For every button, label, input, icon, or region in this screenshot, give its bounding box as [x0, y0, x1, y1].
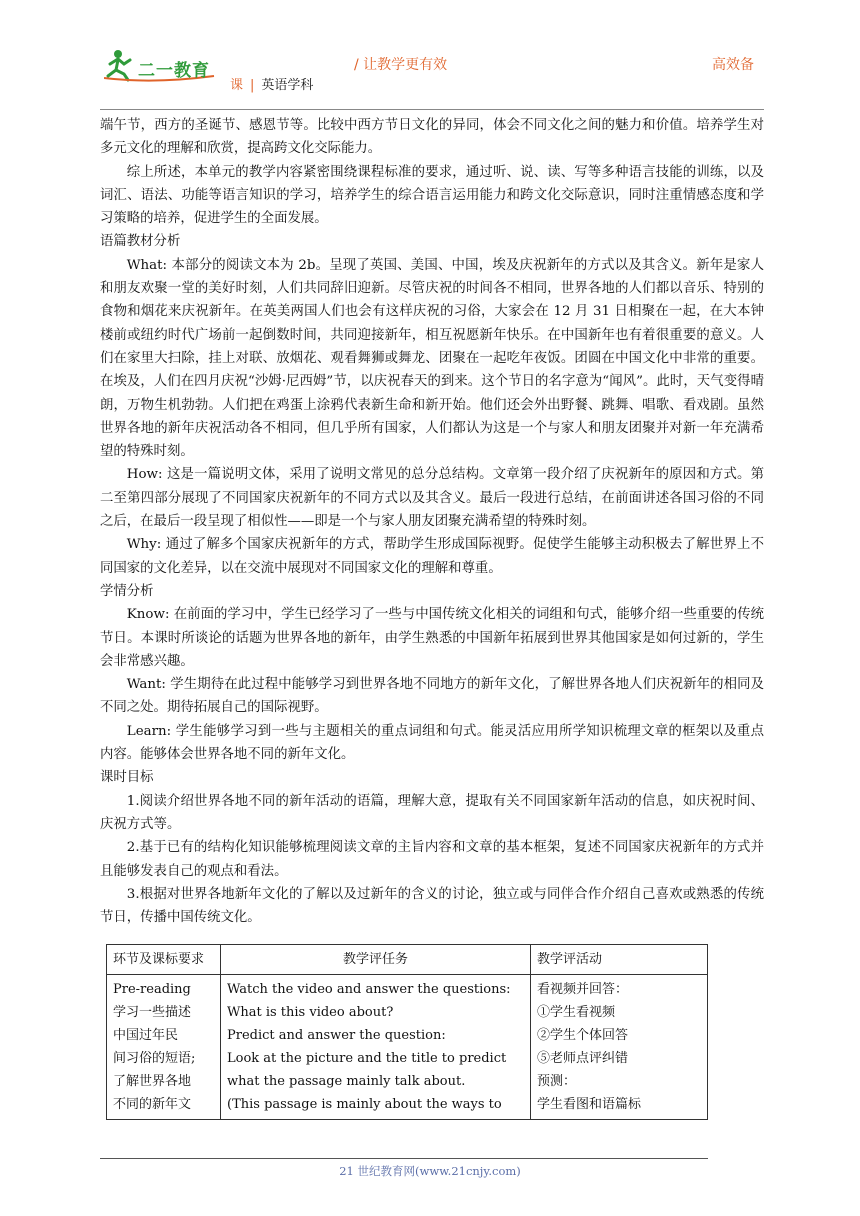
table-cell-activity — [531, 975, 708, 1120]
cell-line: ⑤老师点评纠错 — [537, 1051, 629, 1066]
header-divider — [100, 109, 764, 110]
section-heading: 语篇教材分析 — [100, 234, 181, 250]
paragraph: Know: 在前面的学习中，学生已经学习了一些与中国传统文化相关的词组和句式，能够介绍一些重要的传统节日。本课时所谈论的话题为世界各地的新年，由学生熟悉的中国新年拓展到世界其他国家是如何过新的，学生会非常感兴趣。 — [100, 607, 764, 669]
cell-line: 间习俗的短语; — [113, 1051, 196, 1066]
footer-divider — [100, 1158, 708, 1159]
table-header-cell: 教学评活动 — [531, 945, 708, 975]
paragraph: 2.基于已有的结构化知识能够梳理阅读文章的主旨内容和文章的基本框架，复述不同国家庆祝新年的方式并且能够发表自己的观点和看法。 — [100, 840, 764, 879]
table-cell-task — [221, 975, 531, 1120]
section-heading: 学情分析 — [100, 583, 154, 599]
cell-line: (This passage is mainly about the ways to — [227, 1097, 502, 1112]
header-slogan: / 让教学更有效 — [354, 57, 448, 73]
subject-separator: | — [250, 78, 255, 93]
cell-line: Predict and answer the question: — [227, 1028, 446, 1043]
cell-line: 了解世界各地 — [113, 1074, 192, 1089]
header-subject — [230, 74, 313, 93]
table-cell-stage — [107, 975, 221, 1120]
paragraph: What: 本部分的阅读文本为 2b。呈现了英国、美国、中国，埃及庆祝新年的方式以及其含义。新年是家人和朋友欢聚一堂的美好时刻，人们共同辞旧迎新。尽管庆祝的时间各不相同，世界各地的人们都以音乐、特别的食物和烟花来庆祝新年。在英美两国人们也会有这样庆祝的习俗，大家会在 12 月 31 日相聚在一起，在大本钟楼前或纽约时代广场前一起倒数时间，共同迎接新年，相互祝愿新年快乐。在中国新年也有着很重要的意义。人们在家里大扫除，挂上对联、放烟花、观看舞狮或舞龙、团聚在一起吃年夜饭。团圆在中国文化中非常的重要。在埃及，人们在四月庆祝“沙姆·尼西姆”节，以庆祝春天的到来。这个节日的名字意为“闻风”。此时，天气变得晴朗，万物生机勃勃。人们把在鸡蛋上涂鸦代表新生命和新开始。他们还会外出野餐、跳舞、唱歌、看戏剧。虽然世界各地的新年庆祝活动各不相同，但几乎所有国家，人们都认为这是一个与家人和朋友团聚并对新一年充满希望的特殊时刻。 — [100, 257, 764, 460]
paragraph: How: 这是一篇说明文体，采用了说明文常见的总分总结构。文章第一段介绍了庆祝新年的原因和方式。第二至第四部分展现了不同国家庆祝新年的不同方式以及其含义。最后一段进行总结，在前面讲述各国习俗的不同之后，在最后一段呈现了相似性——即是一个与家人朋友团聚充满希望的特殊时刻。 — [100, 467, 764, 530]
cell-line: ②学生个体回答 — [537, 1028, 629, 1043]
subject-name: 英语学科 — [261, 78, 314, 93]
cell-line: What is this video about? — [227, 1005, 394, 1020]
lesson-table — [106, 944, 708, 1120]
section-heading: 课时目标 — [100, 770, 154, 786]
cell-line: 预测： — [537, 1074, 577, 1089]
table-header-cell: 教学评任务 — [221, 945, 531, 975]
cell-line: ①学生看视频 — [537, 1005, 616, 1020]
paragraph: Learn: 学生能够学习到一些与主题相关的重点词组和句式。能灵活应用所学知识梳理文章的框架以及重点内容。能够体会世界各地不同的新年文化。 — [100, 723, 764, 763]
cell-line: 不同的新年文 — [113, 1097, 192, 1112]
cell-line: Watch the video and answer the questions: — [227, 982, 511, 997]
paragraph: Want: 学生期待在此过程中能够学习到世界各地不同地方的新年文化，了解世界各地人们庆祝新年的相同及不同之处。期待拓展自己的国际视野。 — [100, 677, 764, 716]
logo-text: 二一教育 — [138, 61, 210, 81]
table-header-cell: 环节及课标要求 — [107, 945, 221, 975]
page-header — [0, 0, 860, 112]
paragraph: Why: 通过了解多个国家庆祝新年的方式，帮助学生形成国际视野。促使学生能够主动积极去了解世界上不同国家的文化差异，以在交流中展现对不同国家文化的理解和尊重。 — [100, 537, 764, 576]
cell-line: Look at the picture and the title to predict what the passage mainly talk about. — [227, 1051, 507, 1089]
table-header-row — [107, 945, 708, 975]
paragraph: 综上所述，本单元的教学内容紧密围绕课程标准的要求，通过听、说、读、写等多种语言技能的训练，以及词汇、语法、功能等语言知识的学习，培养学生的综合语言运用能力和跨文化交际意识，同时注重情感态度和学习策略的培养，促进学生的全面发展。 — [100, 164, 764, 227]
header-right-tag: 高效备 — [712, 57, 754, 73]
cell-line: 学习一些描述 — [113, 1005, 192, 1020]
cell-line: 看视频并回答： — [537, 982, 629, 997]
cell-line: 学生看图和语篇标 — [537, 1097, 642, 1112]
paragraph: 端午节，西方的圣诞节、感恩节等。比较中西方节日文化的异同，体会不同文化之间的魅力和价值。培养学生对多元文化的理解和欣赏，提高跨文化交际能力。 — [100, 118, 764, 157]
cell-line: 中国过年民 — [113, 1028, 179, 1043]
table-row — [107, 975, 708, 1120]
document-body — [100, 114, 764, 929]
subject-prefix: 课 — [230, 78, 244, 93]
page-footer: 21 世纪教育网(www.21cnjy.com) — [339, 1164, 521, 1178]
cell-line: Pre-reading — [113, 982, 191, 997]
paragraph: 1.阅读介绍世界各地不同的新年活动的语篇，理解大意，提取有关不同国家新年活动的信息，如庆祝时间、庆祝方式等。 — [100, 793, 764, 832]
paragraph: 3.根据对世界各地新年文化的了解以及过新年的含义的讨论，独立或与同伴合作介绍自己喜欢或熟悉的传统节日，传播中国传统文化。 — [100, 886, 764, 926]
